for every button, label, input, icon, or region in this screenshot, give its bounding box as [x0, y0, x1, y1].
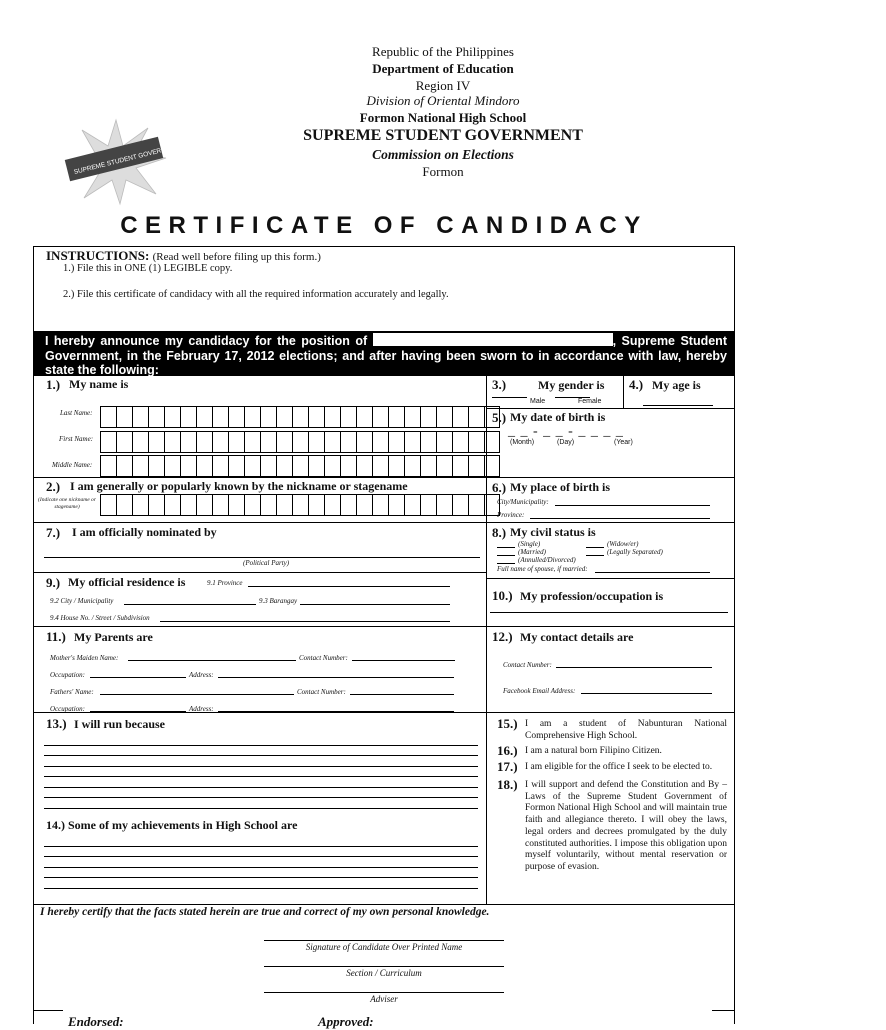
- mother-contact-input[interactable]: [352, 660, 455, 661]
- logo-text: SUPREME STUDENT GOVERNMENT: [73, 141, 185, 176]
- instructions-note: (Read well before filing up this form.): [152, 251, 321, 263]
- married-blank[interactable]: [497, 555, 515, 556]
- run-num: 13.): [46, 716, 67, 731]
- first-name-label: First Name:: [59, 435, 94, 443]
- achievements-label: 14.) Some of my achievements in High School are: [46, 818, 298, 832]
- annulled-blank[interactable]: [497, 563, 515, 564]
- male-label: Male: [530, 398, 546, 405]
- mother-address-label: Address:: [189, 671, 214, 679]
- mother-label: Mother's Maiden Name:: [50, 654, 119, 662]
- instruction-1: 1.) File this in ONE (1) LEGIBLE copy.: [63, 263, 233, 274]
- separated-label: (Legally Separated): [607, 548, 663, 556]
- spouse-label: Full name of spouse, if married:: [497, 565, 588, 573]
- birthplace-city-label: City/Municipality:: [497, 498, 549, 506]
- annulled-label: (Annulled/Divorced): [518, 556, 576, 564]
- instruction-2: 2.) File this certificate of candidacy with all the required information accurately and legally.: [63, 289, 449, 300]
- run-label: I will run because: [74, 717, 166, 731]
- announcement-text-before: I hereby announce my candidacy for the position of: [45, 334, 368, 348]
- mother-contact-label: Contact Number:: [299, 654, 348, 662]
- run-lines[interactable]: [44, 735, 478, 809]
- married-label: (Married): [518, 548, 546, 556]
- middle-name-label: Middle Name:: [52, 461, 93, 469]
- decl-17-text: I am eligible for the office I seek to be elected to.: [525, 762, 713, 772]
- birthdate-blanks[interactable]: _ _ - _ _ - _ _ _ _: [508, 424, 624, 439]
- decl-16-text: I am a natural born Filipino Citizen.: [525, 746, 662, 756]
- civil-num: 8.): [492, 525, 507, 540]
- age-num: 4.): [629, 377, 644, 392]
- nickname-boxes[interactable]: [100, 494, 500, 516]
- residence-city-input[interactable]: [124, 604, 256, 605]
- widow-label: (Widow/er): [607, 540, 639, 548]
- header-school: Formon National High School: [359, 110, 527, 125]
- last-name-boxes[interactable]: [100, 406, 500, 428]
- section-label: Section / Curriculum: [346, 968, 422, 978]
- residence-barangay-input[interactable]: [300, 604, 450, 605]
- header-department: Department of Education: [372, 61, 514, 76]
- adviser-line[interactable]: [264, 992, 504, 993]
- widow-blank[interactable]: [586, 547, 604, 548]
- residence-house-label: 9.4 House No. / Street / Subdivision: [50, 614, 150, 622]
- profession-label: My profession/occupation is: [520, 589, 664, 603]
- single-label: (Single): [518, 540, 541, 548]
- birthplace-label: My place of birth is: [510, 480, 610, 494]
- mother-occupation-input[interactable]: [90, 677, 186, 678]
- header-place: Formon: [422, 164, 464, 179]
- father-occupation-input[interactable]: [90, 711, 186, 712]
- decl-18-num: 18.): [497, 777, 518, 792]
- male-blank[interactable]: [492, 397, 527, 398]
- contact-label: My contact details are: [520, 630, 634, 644]
- section-line[interactable]: [264, 966, 504, 967]
- residence-city-label: 9.2 City / Municipality: [50, 597, 114, 605]
- gender-num: 3.): [492, 377, 507, 392]
- header-division: Division of Oriental Mindoro: [366, 93, 520, 108]
- father-input[interactable]: [100, 694, 294, 695]
- mother-address-input[interactable]: [218, 677, 454, 678]
- candidate-signature-label: Signature of Candidate Over Printed Name: [305, 942, 463, 952]
- nickname-label: I am generally or popularly known by the nickname or stagename: [70, 479, 408, 493]
- mother-occupation-label: Occupation:: [50, 671, 85, 679]
- candidate-signature-line[interactable]: [264, 940, 504, 941]
- announcement-text-after: , Supreme Student Government, in the February 17, 2012 elections; and after having been sworn to in accordance with law, hereby state the following:: [45, 334, 727, 377]
- year-label: (Year): [614, 439, 633, 446]
- nickname-hint: (Indicate one nickname or stagename): [38, 497, 96, 510]
- residence-province-label: 9.1 Province: [207, 579, 243, 587]
- party-input[interactable]: [44, 557, 480, 558]
- age-label: My age is: [652, 378, 701, 392]
- nominated-num: 7.): [46, 525, 61, 540]
- facebook-input[interactable]: [581, 693, 712, 694]
- party-hint: (Political Party): [243, 559, 290, 567]
- father-contact-input[interactable]: [350, 694, 454, 695]
- father-label: Fathers' Name:: [50, 688, 94, 696]
- achievements-lines[interactable]: [44, 836, 478, 889]
- birthplace-city-input[interactable]: [555, 505, 710, 506]
- decl-15-num: 15.): [497, 716, 518, 731]
- birthdate-num: 5.): [492, 410, 507, 425]
- header-country: Republic of the Philippines: [372, 44, 514, 59]
- age-input[interactable]: [643, 405, 713, 406]
- profession-input[interactable]: [490, 612, 728, 613]
- name-num: 1.): [46, 377, 61, 392]
- position-input[interactable]: [373, 333, 613, 346]
- father-address-input[interactable]: [218, 711, 454, 712]
- decl-18-text: I will support and defend the Constitution and By – Laws of the Supreme Student Government of Formon National High School and will maintain true faith and allegiance thereto. I will obey the laws, legal orders and decrees promulgated by the duly constituted authorities. I impose this obligation upon myself voluntarily, without mental reservation or purpose of evasion.: [525, 780, 727, 872]
- spouse-input[interactable]: [595, 572, 710, 573]
- birthplace-province-label: Province:: [497, 511, 525, 519]
- residence-province-input[interactable]: [248, 586, 450, 587]
- header-region: Region IV: [415, 78, 471, 93]
- decl-17-num: 17.): [497, 759, 518, 774]
- adviser-label: Adviser: [370, 994, 398, 1004]
- instructions-label: INSTRUCTIONS:: [46, 248, 150, 263]
- single-blank[interactable]: [497, 547, 515, 548]
- father-occupation-label: Occupation:: [50, 705, 85, 713]
- page-title: CERTIFICATE OF CANDIDACY: [120, 212, 648, 239]
- month-label: (Month): [510, 439, 535, 446]
- instructions: [46, 248, 321, 264]
- father-contact-label: Contact Number:: [297, 688, 346, 696]
- header-comelec: Commission on Elections: [372, 147, 514, 162]
- approved-label: Approved:: [318, 1014, 374, 1029]
- birthdate-label: My date of birth is: [510, 410, 606, 424]
- header-ssg: SUPREME STUDENT GOVERNMENT: [303, 127, 583, 144]
- parents-num: 11.): [46, 629, 66, 644]
- contact-number-label: Contact Number:: [503, 661, 552, 669]
- nominated-label: I am officially nominated by: [72, 525, 217, 539]
- contact-number-input[interactable]: [556, 667, 712, 668]
- first-name-boxes[interactable]: [100, 431, 500, 453]
- residence-barangay-label: 9.3 Barangay: [259, 597, 298, 605]
- certify-statement: I hereby certify that the facts stated herein are true and correct of my own personal knowledge.: [40, 906, 490, 918]
- residence-house-input[interactable]: [160, 621, 450, 622]
- residence-label: My official residence is: [68, 575, 186, 589]
- female-label: Female: [578, 398, 602, 405]
- residence-num: 9.): [46, 575, 61, 590]
- name-label: My name is: [69, 377, 129, 391]
- profession-num: 10.): [492, 588, 513, 603]
- decl-16-num: 16.): [497, 743, 518, 758]
- endorsed-label: Endorsed:: [68, 1014, 124, 1029]
- last-name-label: Last Name:: [60, 409, 93, 417]
- announcement-bar: [33, 331, 735, 376]
- day-label: (Day): [557, 439, 575, 446]
- contact-num: 12.): [492, 629, 513, 644]
- birthplace-province-input[interactable]: [530, 518, 710, 519]
- father-address-label: Address:: [189, 705, 214, 713]
- birthplace-num: 6.): [492, 480, 507, 495]
- gender-label: My gender is: [538, 378, 605, 392]
- facebook-label: Facebook Email Address:: [503, 687, 576, 695]
- separated-blank[interactable]: [586, 555, 604, 556]
- civil-label: My civil status is: [510, 525, 596, 539]
- middle-name-boxes[interactable]: [100, 455, 500, 477]
- parents-label: My Parents are: [74, 630, 153, 644]
- mother-input[interactable]: [128, 660, 296, 661]
- nickname-num: 2.): [46, 479, 61, 494]
- decl-15-text: I am a student of Nabunturan National Comprehensive High School.: [525, 719, 727, 741]
